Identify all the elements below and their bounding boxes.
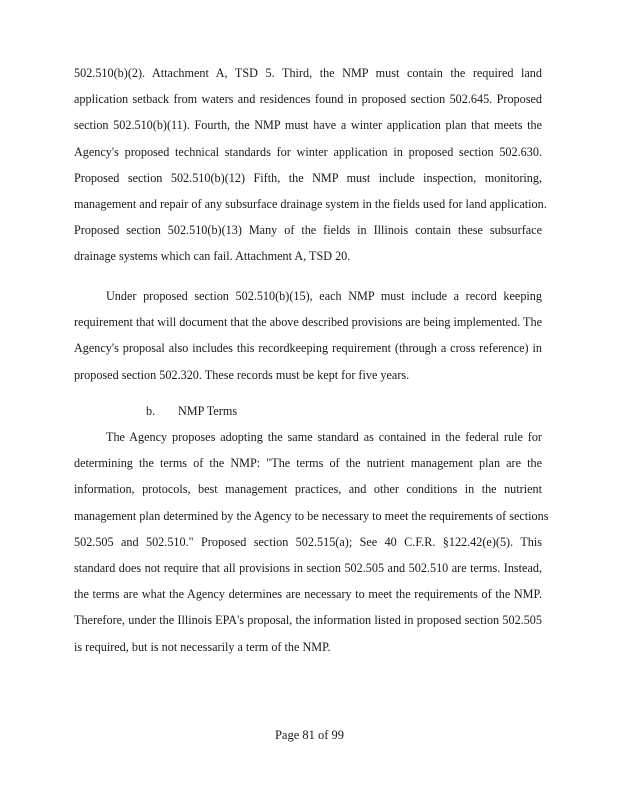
text-line: Agency's proposed technical standards for winter application in proposed section 502.630. (74, 144, 542, 159)
text-line: Proposed section 502.510(b)(13) Many of the fields in Illinois contain these subsurface (74, 223, 542, 238)
text-line: 502.510(b)(2). Attachment A, TSD 5. Third, the NMP must contain the required land (74, 66, 542, 80)
text-line: proposed section 502.320. These records must be kept for five years. (74, 367, 410, 382)
text-line: application setback from waters and residences found in proposed section 502.645. Proposed (74, 92, 542, 107)
paragraph-nmp-requirements (74, 60, 547, 270)
text-line: management and repair of any subsurface drainage system in the fields used for land application. (74, 196, 547, 211)
text-line: requirement that will document that the above described provisions are being implemented. The (74, 315, 542, 330)
text-line: the terms are what the Agency determines are necessary to meet the requirements of the NMP. (74, 587, 542, 602)
section-letter: b. (146, 404, 156, 418)
text-line: Proposed section 502.510(b)(12) Fifth, the NMP must include inspection, monitoring, (74, 170, 542, 185)
text-line: Under proposed section 502.510(b)(15), each NMP must include a record keeping (106, 289, 542, 303)
text-line: drainage systems which can fail. Attachment A, TSD 20. (74, 249, 351, 264)
section-heading (146, 398, 237, 424)
text-line: is required, but is not necessarily a term of the NMP. (74, 639, 331, 654)
section-title: NMP Terms (178, 404, 238, 418)
text-line: The Agency proposes adopting the same standard as contained in the federal rule for (106, 430, 542, 444)
text-line: Agency's proposal also includes this recordkeeping requirement (through a cross reference) in (74, 341, 542, 356)
paragraph-nmp-terms (74, 424, 549, 660)
page-number: Page 81 of 99 (274, 728, 345, 742)
text-line: information, protocols, best management practices, and other conditions in the nutrient (74, 482, 542, 497)
paragraph-record-keeping (74, 283, 542, 388)
text-line: Therefore, under the Illinois EPA's proposal, the information listed in proposed section 502.505 (74, 613, 542, 628)
text-line: standard does not require that all provisions in section 502.505 and 502.510 are terms. Instead, (74, 560, 542, 575)
text-line: management plan determined by the Agency to be necessary to meet the requirements of sections (74, 508, 549, 523)
text-line: 502.505 and 502.510." Proposed section 502.515(a); See 40 C.F.R. §122.42(e)(5). This (74, 534, 542, 549)
text-line: section 502.510(b)(11). Fourth, the NMP must have a winter application plan that meets the (74, 118, 542, 133)
text-line: determining the terms of the NMP: "The terms of the nutrient management plan are the (74, 456, 542, 471)
